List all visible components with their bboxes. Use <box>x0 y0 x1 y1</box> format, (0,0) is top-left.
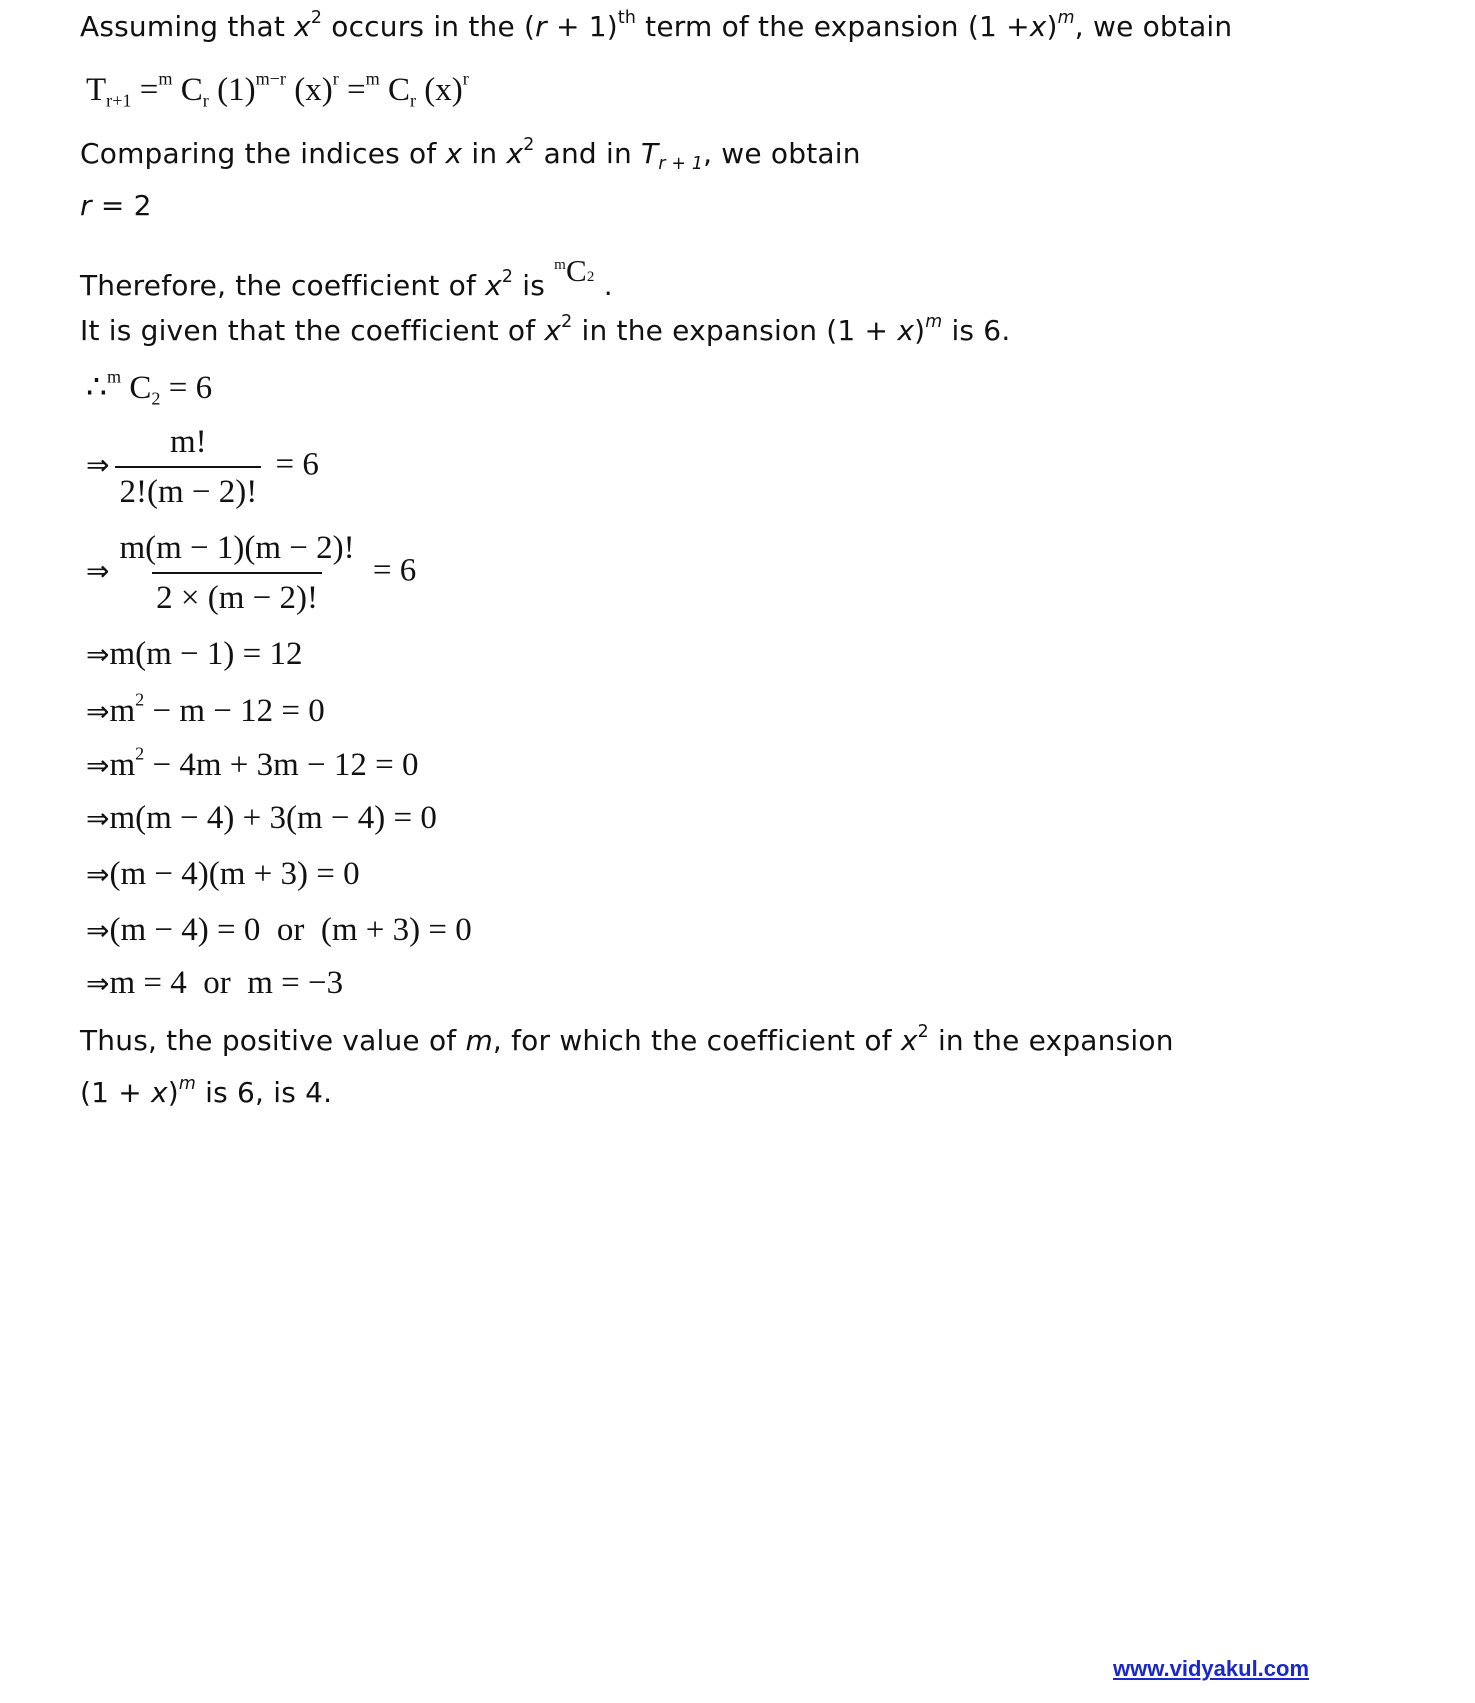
text: Comparing the indices of <box>80 137 446 170</box>
superscript: r <box>462 68 469 89</box>
conclusion-line-1 <box>80 1021 1174 1058</box>
denominator: 2!(m − 2)! <box>115 466 261 512</box>
exponent: 2 <box>501 266 514 287</box>
subscript: r <box>202 90 209 111</box>
given-sentence <box>80 311 1011 348</box>
equation-rest: − m − 12 = 0 <box>144 693 325 729</box>
text: . <box>594 269 613 302</box>
var-x: x <box>900 1024 918 1057</box>
numerator: m! <box>170 424 207 460</box>
vidyakul-link[interactable]: www.vidyakul.com <box>1113 1656 1310 1681</box>
step-7 <box>86 798 437 839</box>
text: Assuming that <box>80 10 295 43</box>
C-symbol: C <box>566 253 587 288</box>
text: term of the expansion (1 + <box>636 10 1030 43</box>
text: occurs in the ( <box>322 10 536 43</box>
text: , for which the coefficient of <box>492 1024 901 1057</box>
equation-rest: − 4m + 3m − 12 = 0 <box>144 747 419 783</box>
equation: m = 4 or m = −3 <box>109 965 344 1001</box>
r-value <box>80 189 152 223</box>
text: It is given that the coefficient of <box>80 314 545 347</box>
var-x: x <box>897 314 915 347</box>
implies-arrow: ⇒ <box>86 802 110 835</box>
implies-arrow: ⇒ <box>86 914 110 947</box>
text: = 2 <box>91 189 152 222</box>
ordinal-suffix: th <box>617 7 637 28</box>
var-m: m <box>1057 7 1075 28</box>
text: Therefore, the coefficient of <box>80 269 486 302</box>
denominator: 2 × (m − 2)! <box>152 572 322 618</box>
var-m: m <box>465 1024 493 1057</box>
text: in the expansion <box>928 1024 1174 1057</box>
implies-arrow: ⇒ <box>86 448 110 482</box>
subscript: 2 <box>151 388 161 409</box>
var-x: x <box>485 269 502 302</box>
subscript: r <box>410 90 417 111</box>
var-r: r <box>535 10 547 43</box>
text: , we obtain <box>1074 10 1233 43</box>
superscript: r <box>332 68 339 89</box>
exponent: 2 <box>561 311 573 332</box>
equals: = <box>338 72 366 108</box>
text: is <box>513 269 555 302</box>
superscript: m <box>365 68 380 89</box>
equation-rest: = 6 <box>364 552 417 589</box>
C-symbol: C <box>121 370 152 406</box>
fraction <box>115 528 358 618</box>
step-6 <box>86 745 419 786</box>
term: m <box>109 693 136 729</box>
step-5 <box>86 691 325 732</box>
term: m <box>109 747 136 783</box>
var-T: T <box>641 137 659 170</box>
equation: m(m − 1) = 12 <box>109 636 303 672</box>
superscript: m <box>554 257 566 273</box>
step-1 <box>86 368 212 408</box>
step-9 <box>86 910 472 951</box>
text: in <box>462 137 507 170</box>
subscript: r+1 <box>106 90 132 111</box>
implies-arrow: ⇒ <box>86 858 110 891</box>
term: (x) <box>416 72 463 108</box>
numerator: m(m − 1)(m − 2)! <box>119 530 355 566</box>
exponent: 2 <box>310 7 323 28</box>
var-r: r <box>80 189 92 222</box>
coefficient-sentence <box>80 253 613 308</box>
text: , we obtain <box>703 137 861 170</box>
text: is 6, is 4. <box>196 1076 333 1109</box>
var-x: x <box>544 314 562 347</box>
var-x: x <box>445 137 463 170</box>
implies-arrow: ⇒ <box>86 967 110 1000</box>
superscript: 2 <box>135 689 145 710</box>
C-symbol: C <box>379 72 410 108</box>
text: ) <box>914 314 926 347</box>
term: (x) <box>285 72 333 108</box>
equation: m(m − 4) + 3(m − 4) = 0 <box>109 800 437 836</box>
text: is 6. <box>942 314 1011 347</box>
var-x: x <box>294 10 311 43</box>
equation: (m − 4) = 0 or (m + 3) = 0 <box>109 912 472 948</box>
var-x: x <box>1029 10 1047 43</box>
T-symbol: T <box>86 72 107 108</box>
C-symbol: C <box>172 72 203 108</box>
term: (1) <box>208 72 256 108</box>
text: and in <box>534 137 641 170</box>
var-m: m <box>925 311 943 332</box>
var-m: m <box>178 1073 197 1094</box>
superscript: m−r <box>255 68 286 89</box>
step-8 <box>86 854 360 895</box>
subscript: 2 <box>586 269 595 285</box>
step-3 <box>86 528 416 618</box>
therefore-symbol: ∴ <box>86 370 107 406</box>
step-4 <box>86 634 303 675</box>
exponent: 2 <box>917 1021 929 1042</box>
implies-arrow: ⇒ <box>86 638 110 671</box>
comparing-sentence <box>80 134 861 175</box>
var-x: x <box>151 1076 168 1109</box>
implies-arrow: ⇒ <box>86 554 110 588</box>
exponent: 2 <box>523 134 535 155</box>
general-term-equation <box>86 70 469 110</box>
text: in the expansion (1 + <box>572 314 898 347</box>
implies-arrow: ⇒ <box>86 695 110 728</box>
fraction <box>115 422 261 512</box>
step-10 <box>86 963 343 1004</box>
text: (1 + <box>80 1076 151 1109</box>
step-2 <box>86 422 319 512</box>
var-x: x <box>506 137 524 170</box>
subscript: r + 1 <box>658 154 704 175</box>
conclusion-line-2 <box>80 1073 333 1110</box>
equation: (m − 4)(m + 3) = 0 <box>109 856 360 892</box>
implies-arrow: ⇒ <box>86 749 110 782</box>
text: ) <box>167 1076 179 1109</box>
superscript: m <box>107 366 122 387</box>
text: + 1) <box>546 10 618 43</box>
superscript: 2 <box>135 743 145 764</box>
equation-rest: = 6 <box>267 446 319 483</box>
text: ) <box>1046 10 1058 43</box>
equals: = <box>131 72 159 108</box>
intro-sentence <box>80 7 1233 44</box>
superscript: m <box>158 68 173 89</box>
text: Thus, the positive value of <box>80 1024 466 1057</box>
equation-rest: = 6 <box>160 370 213 406</box>
